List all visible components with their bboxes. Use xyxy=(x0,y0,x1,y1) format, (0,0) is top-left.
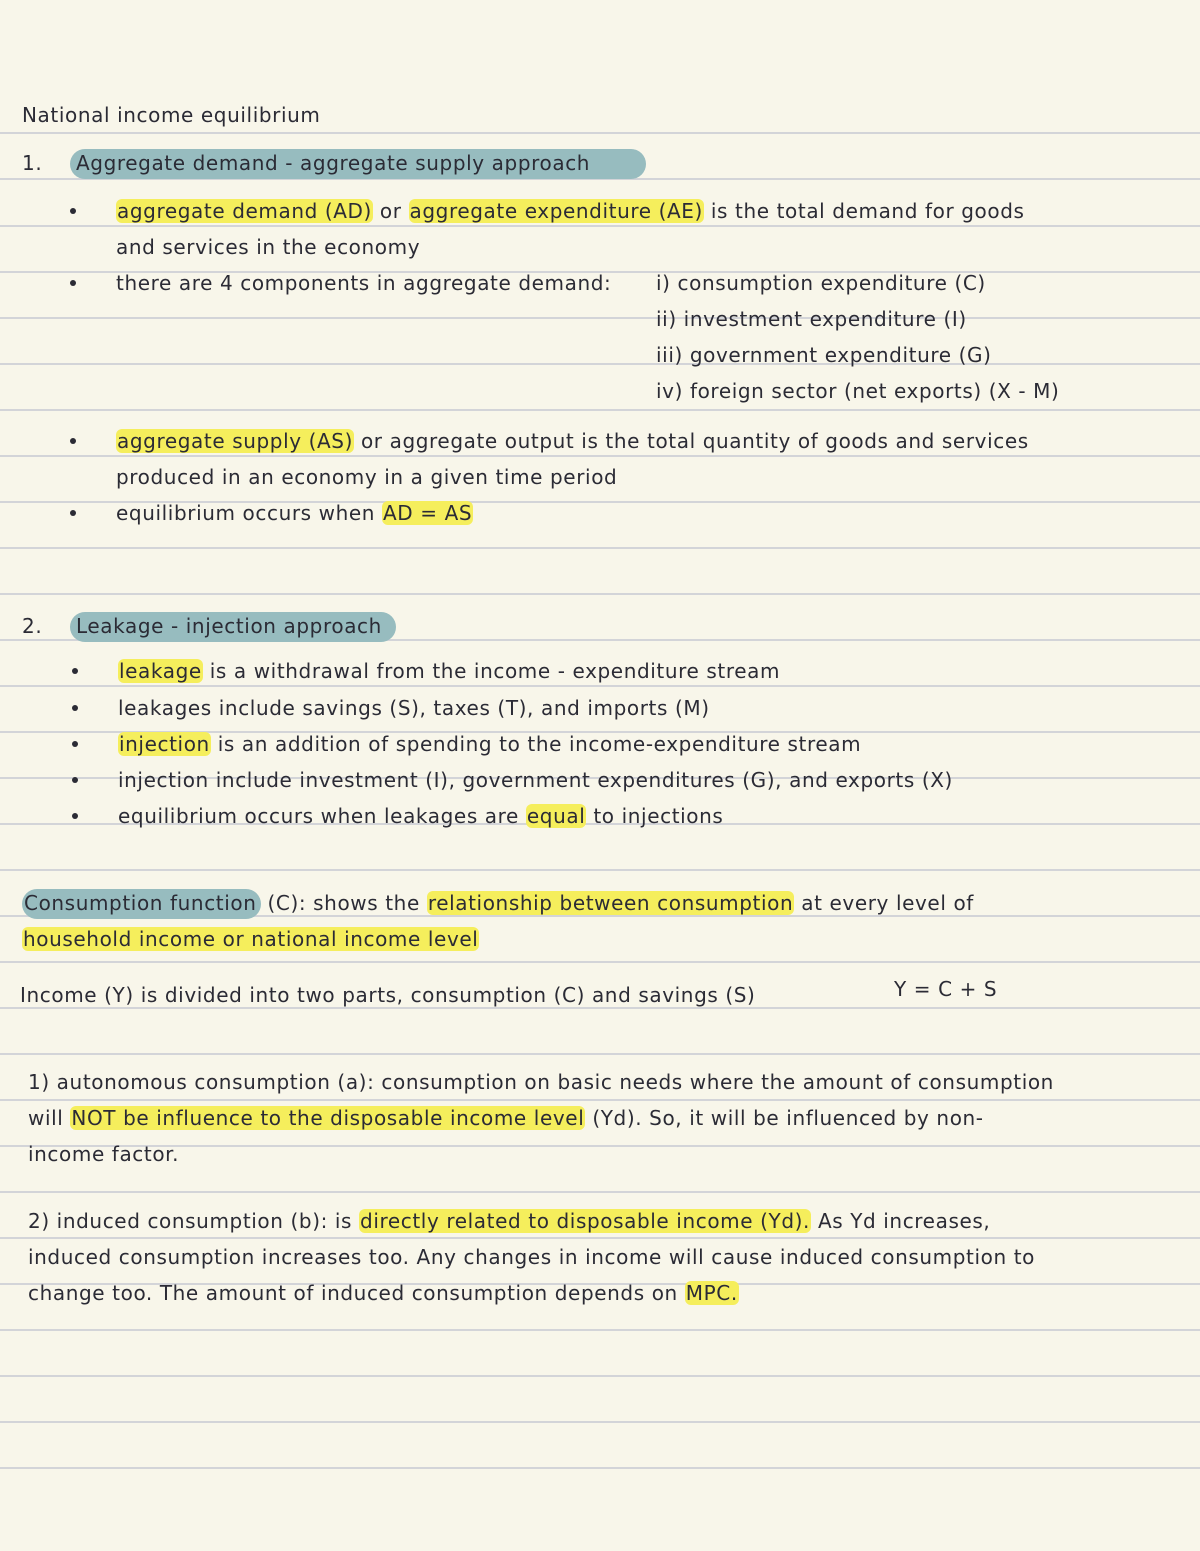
bullet-dot xyxy=(72,813,78,819)
highlight-aggregate-expenditure: aggregate expenditure (AE) xyxy=(409,199,703,223)
rule-line xyxy=(0,547,1200,549)
section-2-heading xyxy=(70,613,396,639)
text: at every level of xyxy=(794,891,974,915)
rule-line xyxy=(0,1053,1200,1055)
ad-definition-line2: and services in the economy xyxy=(116,235,421,259)
ad-definition xyxy=(116,198,1025,224)
bullet-dot xyxy=(72,741,78,747)
rule-line xyxy=(0,1099,1200,1101)
autonomous-consumption: 1) autonomous consumption (a): consumption on basic needs where the amount of consumption xyxy=(28,1070,1054,1094)
text: is an addition of spending to the income-expenditure stream xyxy=(210,732,862,756)
text: or aggregate output is the total quantity of goods and services xyxy=(354,429,1029,453)
leakage-definition xyxy=(118,658,780,684)
bullet-dot xyxy=(70,280,76,286)
induced-consumption-line2: induced consumption increases too. Any changes in income will cause induced consumption to xyxy=(28,1245,1035,1269)
injection-definition xyxy=(118,731,861,757)
component-foreign-sector: iv) foreign sector (net exports) (X - M) xyxy=(656,379,1060,403)
rule-line xyxy=(0,455,1200,457)
rule-line xyxy=(0,961,1200,963)
injections-list: injection include investment (I), government expenditures (G), and exports (X) xyxy=(118,768,953,792)
as-definition-line2: produced in an economy in a given time period xyxy=(116,465,618,489)
rule-line xyxy=(0,1191,1200,1193)
ad-as-equilibrium xyxy=(116,500,473,526)
rule-line xyxy=(0,225,1200,227)
highlight-consumption-function: Consumption function xyxy=(22,889,261,919)
rule-line xyxy=(0,1421,1200,1423)
rule-line xyxy=(0,409,1200,411)
section-1-heading xyxy=(70,150,646,176)
text: equilibrium occurs when xyxy=(116,501,383,525)
rule-line xyxy=(0,1375,1200,1377)
as-definition xyxy=(116,428,1029,454)
consumption-function-definition xyxy=(22,890,974,916)
highlight-leakage: leakage xyxy=(119,659,202,683)
section-1-number: 1. xyxy=(22,151,43,175)
highlight-ad-equals-as: AD = AS xyxy=(383,501,473,525)
text: is the total demand for goods xyxy=(703,199,1025,223)
highlight-injection: injection xyxy=(119,732,210,756)
highlight-equal: equal xyxy=(526,804,586,828)
text: (Yd). So, it will be influenced by non- xyxy=(585,1106,984,1130)
section-2-number: 2. xyxy=(22,614,43,638)
component-consumption: i) consumption expenditure (C) xyxy=(656,271,986,295)
rule-line xyxy=(0,1237,1200,1239)
rule-line xyxy=(0,869,1200,871)
consumption-function-line2 xyxy=(22,926,479,952)
ad-components-intro: there are 4 components in aggregate demand: xyxy=(116,271,612,295)
income-statement: Income (Y) is divided into two parts, consumption (C) and savings (S) xyxy=(20,983,756,1007)
text: equilibrium occurs when leakages are xyxy=(118,804,526,828)
text: As Yd increases, xyxy=(810,1209,991,1233)
component-investment: ii) investment expenditure (I) xyxy=(656,307,967,331)
highlight-directly-related: directly related to disposable income (Yd). xyxy=(360,1209,810,1233)
rule-line xyxy=(0,132,1200,134)
induced-consumption xyxy=(28,1208,990,1234)
text: will xyxy=(28,1106,71,1130)
highlight-relationship: relationship between consumption xyxy=(427,891,794,915)
autonomous-consumption-line3: income factor. xyxy=(28,1142,180,1166)
rule-line xyxy=(0,317,1200,319)
highlight-not-influenced: NOT be influence to the disposable income level xyxy=(71,1106,585,1130)
text: change too. The amount of induced consumption depends on xyxy=(28,1281,685,1305)
section-2-heading-text: Leakage - injection approach xyxy=(70,612,396,642)
text: or xyxy=(372,199,409,223)
bullet-dot xyxy=(70,208,76,214)
highlight-household-income: household income or national income level xyxy=(23,927,479,951)
bullet-dot xyxy=(72,705,78,711)
rule-line xyxy=(0,1329,1200,1331)
text: to injections xyxy=(586,804,724,828)
bullet-dot xyxy=(70,510,76,516)
income-formula: Y = C + S xyxy=(894,977,998,1001)
bullet-dot xyxy=(72,777,78,783)
component-government: iii) government expenditure (G) xyxy=(656,343,992,367)
autonomous-consumption-line2 xyxy=(28,1105,984,1131)
rule-line xyxy=(0,593,1200,595)
leakage-injection-equilibrium xyxy=(118,803,723,829)
text: 2) induced consumption (b): is xyxy=(28,1209,360,1233)
rule-line xyxy=(0,685,1200,687)
section-1-heading-text: Aggregate demand - aggregate supply approach xyxy=(70,149,646,179)
highlight-mpc: MPC. xyxy=(685,1281,738,1305)
page-title: National income equilibrium xyxy=(22,103,321,127)
bullet-dot xyxy=(70,438,76,444)
text: is a withdrawal from the income - expenditure stream xyxy=(202,659,781,683)
bullet-dot xyxy=(72,668,78,674)
rule-line xyxy=(0,1145,1200,1147)
rule-line xyxy=(0,1467,1200,1469)
rule-line xyxy=(0,363,1200,365)
induced-consumption-line3 xyxy=(28,1280,739,1306)
leakages-list: leakages include savings (S), taxes (T), and imports (M) xyxy=(118,696,710,720)
highlight-aggregate-demand: aggregate demand (AD) xyxy=(117,199,372,223)
highlight-aggregate-supply: aggregate supply (AS) xyxy=(117,429,354,453)
text: (C): shows the xyxy=(260,891,427,915)
